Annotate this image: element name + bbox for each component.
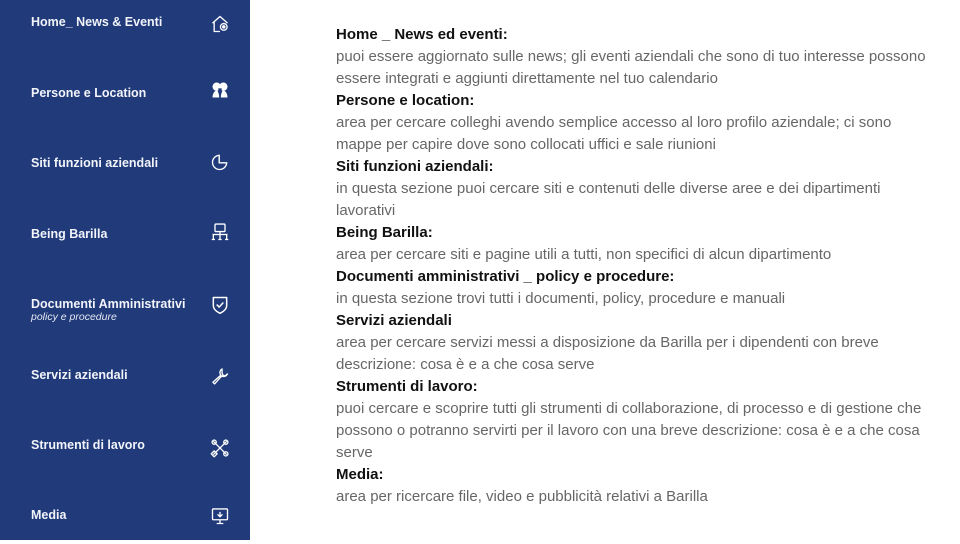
section-description: in questa sezione trovi tutti i documenti, policy, procedure e manuali bbox=[336, 290, 786, 307]
sidebar-item-strumenti-lavoro[interactable] bbox=[0, 424, 250, 474]
wrench-icon bbox=[209, 365, 231, 387]
section-title: Being Barilla: bbox=[336, 224, 433, 241]
section-being-barilla bbox=[336, 222, 941, 266]
section-title: Servizi aziendali bbox=[336, 312, 452, 329]
section-siti-funzioni bbox=[336, 156, 941, 222]
sidebar-item-sublabel: policy e procedure bbox=[31, 311, 117, 323]
sidebar bbox=[0, 0, 250, 540]
section-media bbox=[336, 464, 941, 508]
section-title: Strumenti di lavoro: bbox=[336, 378, 478, 395]
sidebar-item-media[interactable] bbox=[0, 494, 250, 544]
section-title: Documenti amministrativi _ policy e procedure: bbox=[336, 268, 675, 285]
pie-chart-icon bbox=[209, 151, 231, 173]
section-persone-location bbox=[336, 90, 941, 156]
sidebar-item-label: Home_ News & Eventi bbox=[31, 15, 163, 29]
section-strumenti-lavoro bbox=[336, 376, 941, 464]
sidebar-item-label: Servizi aziendali bbox=[31, 368, 128, 382]
section-description: area per ricercare file, video e pubblicità relativi a Barilla bbox=[336, 488, 708, 505]
section-documenti-amministrativi bbox=[336, 266, 941, 310]
section-description: area per cercare siti e pagine utili a tutti, non specifici di alcun dipartimento bbox=[336, 246, 832, 263]
sidebar-item-label: Persone e Location bbox=[31, 86, 147, 100]
sidebar-item-siti-funzioni[interactable] bbox=[0, 140, 250, 190]
section-description: area per cercare servizi messi a disposizione da Barilla per i dipendenti con breve descrizione: cosa è e a che cosa serve bbox=[336, 334, 879, 373]
section-title: Siti funzioni aziendali: bbox=[336, 158, 494, 175]
sidebar-item-label: Strumenti di lavoro bbox=[31, 438, 145, 452]
section-description: puoi essere aggiornato sulle news; gli eventi aziendali che sono di tuo interesse possono essere integrati e aggiunti direttamente nel tuo calendario bbox=[336, 48, 926, 87]
section-description: puoi cercare e scoprire tutti gli strumenti di collaborazione, di processo e di gestione che possono o potranno servirti per il lavoro con una breve descrizione: cosa è e a che cosa serve bbox=[336, 400, 922, 461]
shield-check-icon bbox=[209, 294, 231, 316]
sidebar-item-label: Media bbox=[31, 508, 67, 522]
section-title: Home _ News ed eventi: bbox=[336, 26, 508, 43]
section-description: area per cercare colleghi avendo semplice accesso al loro profilo aziendale; ci sono mappe per capire dove sono collocati uffici e sale riunioni bbox=[336, 114, 892, 153]
section-servizi-aziendali bbox=[336, 310, 941, 376]
section-description: in questa sezione puoi cercare siti e contenuti delle diverse aree e dei dipartimenti lavorativi bbox=[336, 180, 881, 219]
section-home-news bbox=[336, 24, 941, 90]
sidebar-item-label: Documenti Amministrativi bbox=[31, 297, 186, 311]
home-location-icon bbox=[209, 13, 231, 35]
monitor-icon bbox=[209, 505, 231, 527]
tools-icon bbox=[209, 437, 231, 459]
sidebar-item-documenti-amministrativi[interactable] bbox=[0, 284, 250, 334]
sidebar-item-label: Siti funzioni aziendali bbox=[31, 156, 159, 170]
section-title: Media: bbox=[336, 466, 384, 483]
sidebar-item-label: Being Barilla bbox=[31, 227, 108, 241]
people-icon bbox=[209, 79, 231, 101]
descriptions-panel bbox=[336, 24, 941, 508]
network-icon bbox=[209, 221, 231, 243]
section-title: Persone e location: bbox=[336, 92, 475, 109]
sidebar-item-home-news-eventi[interactable] bbox=[0, 0, 250, 50]
sidebar-item-being-barilla[interactable] bbox=[0, 211, 250, 261]
sidebar-item-servizi-aziendali[interactable] bbox=[0, 353, 250, 403]
sidebar-item-persone-location[interactable] bbox=[0, 70, 250, 120]
